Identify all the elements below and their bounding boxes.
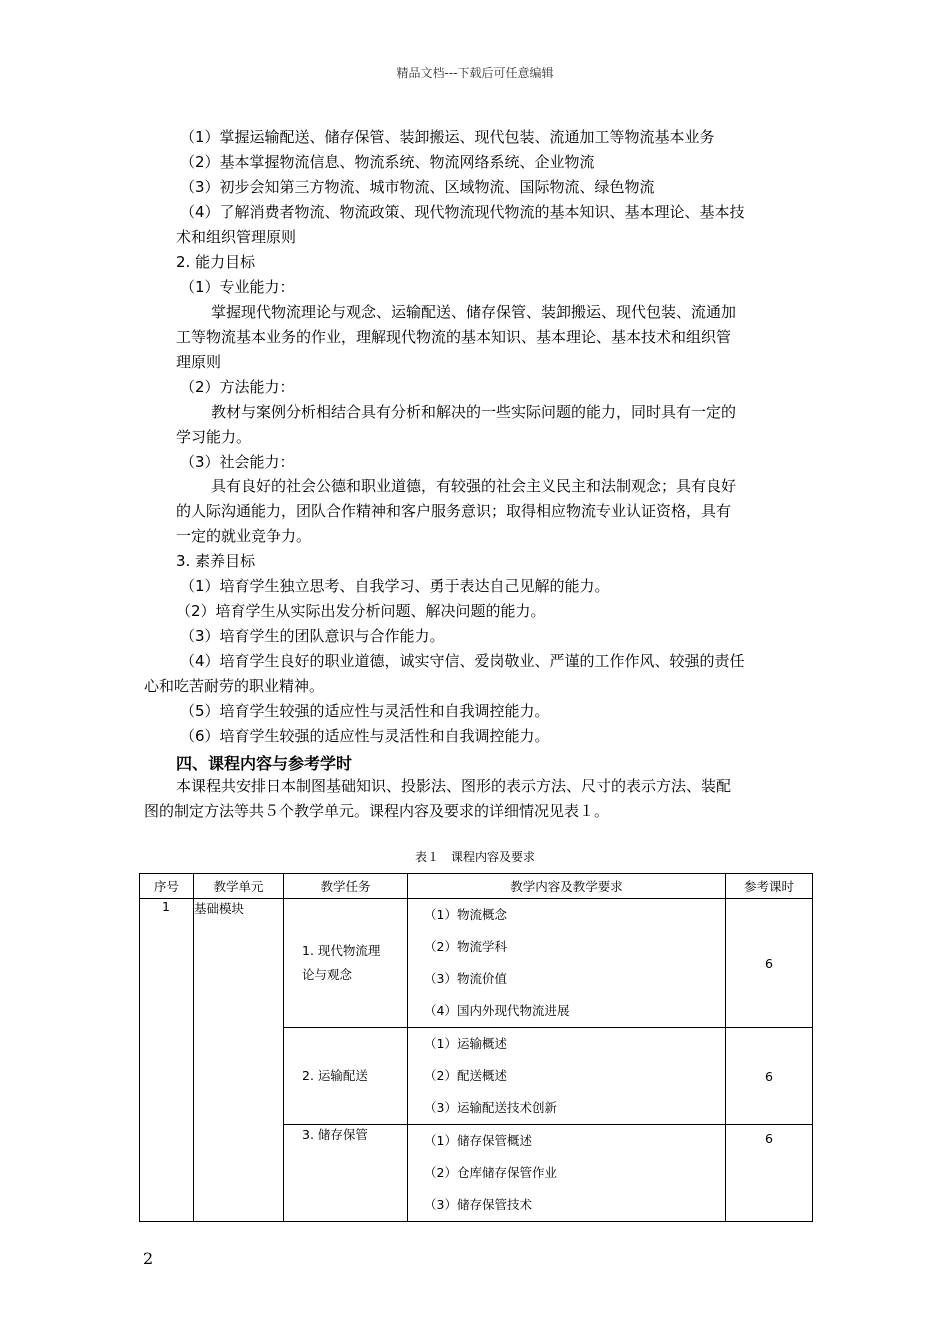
page-header: 精品文档---下载后可任意编辑 — [396, 66, 554, 80]
task-cell — [284, 1125, 408, 1222]
content-item: （4）国内外现代物流进展 — [424, 1003, 570, 1018]
content-item: （3）储存保管技术 — [424, 1197, 532, 1212]
body-line: 2. 能力目标 — [176, 253, 256, 271]
body-line: 教材与案例分析相结合具有分析和解决的一些实际问题的能力，同时具有一定的 — [211, 403, 737, 421]
header-cell: 教学单元 — [194, 874, 284, 899]
content-item: （1）储存保管概述 — [424, 1133, 532, 1148]
header-cell: 序号 — [140, 874, 194, 899]
task-cell — [284, 899, 408, 1028]
task-name: 论与观念 — [302, 967, 353, 982]
task-name: 1. 现代物流理 — [302, 943, 381, 958]
content-item: （2）物流学科 — [424, 939, 507, 954]
content-item: （2）仓库储存保管作业 — [424, 1165, 557, 1180]
body-line: （1）培育学生独立思考、自我学习、勇于表达自己见解的能力。 — [180, 577, 610, 595]
body-line: （6）培育学生较强的适应性与灵活性和自我调控能力。 — [180, 727, 550, 745]
content-item: （1）运输概述 — [424, 1036, 507, 1051]
seq-cell: 1 — [140, 899, 194, 1222]
body-line: 学习能力。 — [176, 428, 252, 446]
body-line: （3）培育学生的团队意识与合作能力。 — [180, 627, 445, 645]
header-cell: 教学任务 — [284, 874, 408, 899]
content-cell — [408, 1028, 726, 1125]
body-line: 掌握现代物流理论与观念、运输配送、储存保管、装卸搬运、现代包装、流通加 — [211, 303, 737, 321]
content-item: （3）运输配送技术创新 — [424, 1100, 557, 1115]
table-row — [140, 899, 813, 1028]
content-item: （1）物流概念 — [424, 907, 507, 922]
body-line: 一定的就业竞争力。 — [176, 527, 312, 545]
body-line: （4）培育学生良好的职业道德，诚实守信、爱岗敬业、严谨的工作作风、较强的责任 — [180, 652, 745, 670]
content-item: （3）物流价值 — [424, 971, 507, 986]
task-name: 2. 运输配送 — [302, 1068, 368, 1083]
body-line: （2）基本掌握物流信息、物流系统、物流网络系统、企业物流 — [180, 153, 595, 171]
header-cell: 参考课时 — [726, 874, 813, 899]
table-header-row — [140, 874, 813, 899]
intro-line: 图的制定方法等共５个教学单元。课程内容及要求的详细情况见表１。 — [144, 802, 610, 820]
page-number: 2 — [143, 1249, 154, 1268]
body-line: （4）了解消费者物流、物流政策、现代物流现代物流的基本知识、基本理论、基本技 — [180, 203, 745, 221]
hours-cell: 6 — [726, 1125, 813, 1222]
unit-cell: 基础模块 — [194, 899, 284, 1222]
body-line: 的人际沟通能力，团队合作精神和客户服务意识；取得相应物流专业认证资格，具有 — [176, 502, 732, 520]
task-name: 3. 储存保管 — [302, 1127, 368, 1142]
content-item: （2）配送概述 — [424, 1068, 507, 1083]
body-line: （1）掌握运输配送、储存保管、装卸搬运、现代包装、流通加工等物流基本业务 — [180, 128, 715, 146]
content-cell — [408, 899, 726, 1028]
header-cell: 教学内容及教学要求 — [408, 874, 726, 899]
body-line: （2）方法能力： — [180, 378, 295, 396]
body-line: 术和组织管理原则 — [176, 228, 297, 246]
hours-cell: 6 — [726, 899, 813, 1028]
body-line: （3）初步会知第三方物流、城市物流、区域物流、国际物流、绿色物流 — [180, 178, 655, 196]
body-line: 心和吃苦耐劳的职业精神。 — [144, 677, 325, 695]
intro-line: 本课程共安排日本制图基础知识、投影法、图形的表示方法、尺寸的表示方法、装配 — [176, 777, 732, 795]
task-cell — [284, 1028, 408, 1125]
body-line: 工等物流基本业务的作业，理解现代物流的基本知识、基本理论、基本技术和组织管 — [176, 328, 732, 346]
body-line: 3. 素养目标 — [176, 552, 256, 570]
body-line: （1）专业能力： — [180, 278, 295, 296]
course-table — [139, 873, 813, 1222]
body-line: 具有良好的社会公德和职业道德，有较强的社会主义民主和法制观念；具有良好 — [211, 477, 737, 495]
content-cell — [408, 1125, 726, 1222]
body-line: （3）社会能力： — [180, 453, 295, 471]
hours-cell: 6 — [726, 1028, 813, 1125]
body-line: （5）培育学生较强的适应性与灵活性和自我调控能力。 — [180, 702, 550, 720]
section-heading: 四、课程内容与参考学时 — [176, 754, 353, 773]
body-line: 理原则 — [176, 353, 222, 371]
table-caption: 表１ 课程内容及要求 — [414, 850, 535, 864]
body-line: （2）培育学生从实际出发分析问题、解决问题的能力。 — [176, 602, 546, 620]
